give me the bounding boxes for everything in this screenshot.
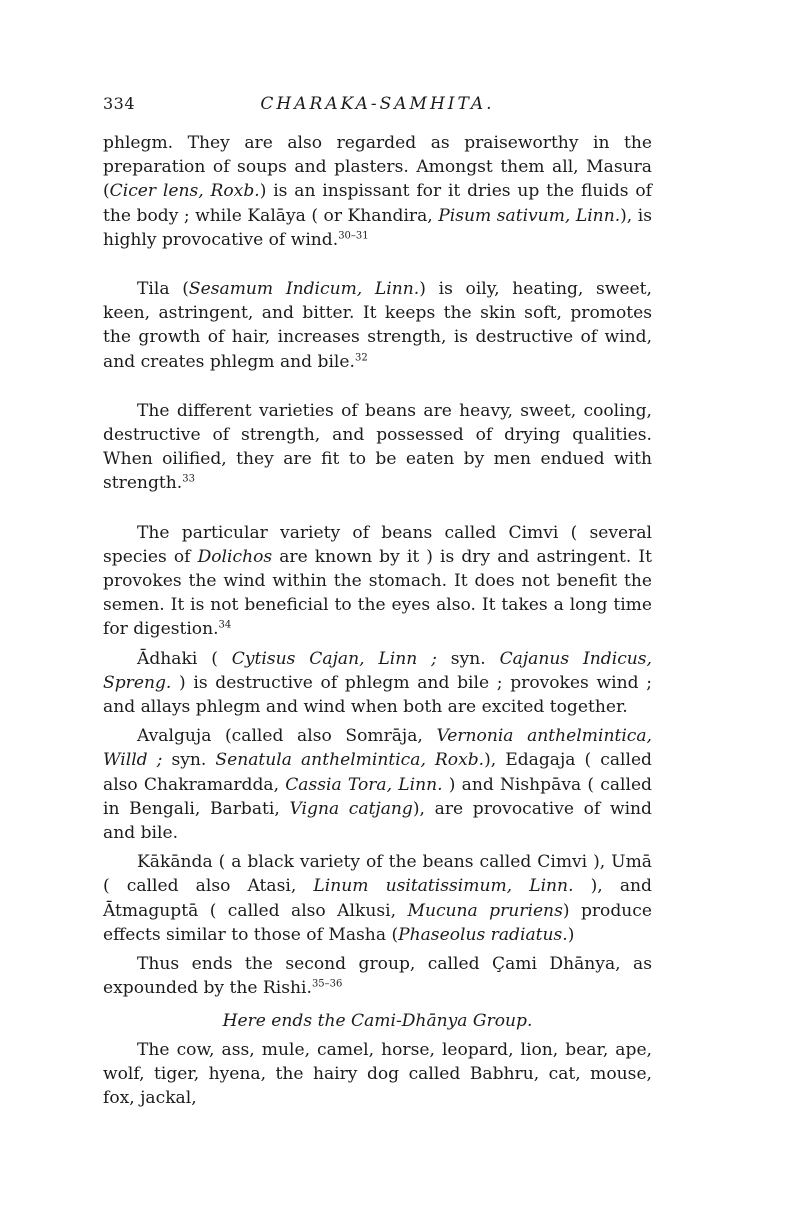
botanical-name: Sesamum Indicum, Linn. xyxy=(188,279,420,300)
paragraph-group-end xyxy=(103,952,652,1000)
botanical-name: Linum usitatissimum, Linn. xyxy=(313,876,574,897)
paragraph-avalguja xyxy=(103,724,652,845)
page-header xyxy=(103,94,652,124)
text-run: syn. xyxy=(162,750,216,771)
paragraph-adhaki xyxy=(103,647,652,720)
paragraph-cimvi xyxy=(103,521,652,642)
botanical-name: Phaseolus radiatus. xyxy=(398,924,568,945)
text-run: The different varieties of beans are heavy, sweet, cooling, destructive of strength, and possessed of drying qualities. When oilified, they are fit to be eaten by men endued with strength. xyxy=(103,400,652,494)
botanical-name: Vernonia anthelmintica, Willd ; xyxy=(103,726,652,771)
text-run: ), is highly provocative of wind. xyxy=(103,205,653,250)
footnote-ref: 35–36 xyxy=(311,978,343,990)
text-run: ), and Ātmaguptā ( called also Alkusi, xyxy=(103,876,652,921)
paragraph-animals: The cow, ass, mule, camel, horse, leopard, lion, bear, ape, wolf, tiger, hyena, the hairy dog called Babhru, cat, mouse, fox, jackal, xyxy=(103,1039,652,1109)
page-number: 334 xyxy=(103,94,136,113)
text-run: ) and Nishpāva ( called in Bengali, Barbati, xyxy=(103,774,653,819)
text-run: ), Edagaja ( called also Chakramardda, xyxy=(103,750,652,795)
text-run: Ādhaki ( xyxy=(137,648,232,669)
botanical-name: Cytisus Cajan, Linn ; xyxy=(231,648,437,669)
paragraph-tila xyxy=(103,277,652,374)
botanical-name: Cassia Tora, Linn. xyxy=(285,774,443,795)
footnote-ref: 32 xyxy=(354,351,368,363)
paragraph-kakanda xyxy=(103,850,652,947)
text-run: ) is destructive of phlegm and bile ; provokes wind ; and allays phlegm and wind when both are excited together. xyxy=(103,672,652,718)
footnote-ref: 34 xyxy=(218,619,232,631)
botanical-name: Pisum sativum, Linn. xyxy=(438,205,621,226)
botanical-name: Vigna catjang xyxy=(289,798,413,819)
paragraph-beans xyxy=(103,399,652,496)
running-title: CHARAKA-SAMHITA. xyxy=(260,94,495,114)
botanical-name: Senatula anthelmintica, Roxb. xyxy=(215,750,485,771)
text-run: phlegm. They are also regarded as praiseworthy in the preparation of soups and plasters. Amongst them all, Masura ( xyxy=(103,133,652,202)
botanical-name: Cicer lens, Roxb. xyxy=(109,181,260,202)
text-run: ) xyxy=(567,924,575,945)
text-run: ) is oily, heating, sweet, keen, astringent, and bitter. It keeps the skin soft, promotes the growth of hair, increases strength, is destructive of wind, and creates phlegm and bile. xyxy=(103,279,652,372)
text-run: are known by it ) is dry and astringent. It provokes the wind within the stomach. It does not benefit the semen. It is not beneficial to the eyes also. It takes a long time for digestion. xyxy=(103,546,653,640)
text-run: Tila ( xyxy=(137,279,189,300)
botanical-name: Cajanus Indicus, Spreng. xyxy=(103,648,652,693)
text-run: The particular variety of beans called Cimvi ( several species of xyxy=(103,522,652,567)
body-text xyxy=(103,131,652,1110)
text-run: Kākānda ( a black variety of the beans called Cimvi ), Umā ( called also Atasi, xyxy=(103,852,652,897)
text-run: ), are provocative of wind and bile. xyxy=(103,798,652,844)
text-run: Thus ends the second group, called Çami Dhānya, as expounded by the Rishi. xyxy=(103,954,652,999)
footnote-ref: 30–31 xyxy=(338,230,369,242)
section-end-heading: Here ends the Cami-Dhānya Group. xyxy=(222,1010,533,1031)
botanical-name: Mucuna pruriens xyxy=(407,900,563,921)
text-run: ) is an inspissant for it dries up the fluids of the body ; while Kalāya ( or Khandira, xyxy=(103,181,653,226)
botanical-name: Dolichos xyxy=(197,546,273,567)
paragraph-masura xyxy=(103,131,652,252)
text-run: syn. xyxy=(436,648,500,669)
text-run: Avalguja (called also Somrāja, xyxy=(137,726,437,747)
footnote-ref: 33 xyxy=(182,473,195,485)
text-run: ) produce effects similar to those of Masha ( xyxy=(103,900,652,945)
